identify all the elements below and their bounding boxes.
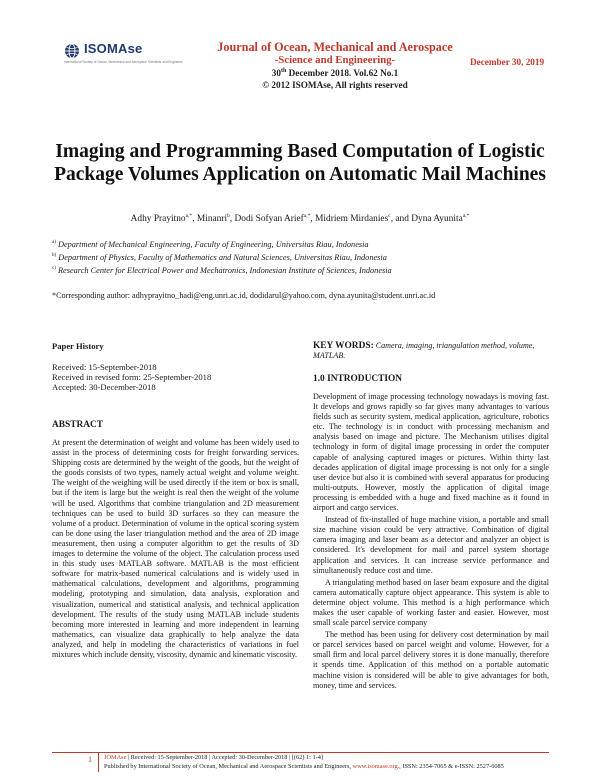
globe-icon xyxy=(64,43,80,59)
paper-title: Imaging and Programming Based Computation of Logistic Package Volumes Application on Automatic Mail Machines xyxy=(54,141,546,185)
issue-info: 30th December 2018. Vol.62 No.1 xyxy=(271,68,399,79)
paragraph: Development of image processing technology nowadays is moving fast. It develops and grows rapidly so far gives many advantages to various fields such as security system, medical application, agriculture, robotics etc. The technology is in conduct with processing mechanism and analysis based on image and picture. The Mechanism utilises digital technology in form of digital image processing in order the computer capable of analysing captured images or pictures. Within thirty last decades application of digital image processing is not only for a single user device but also it is combined with several apparatus for producing multi-outputs. However, mostly the application of digital image processing is embedded with a huge and fixed machine as it found in airport and cargo services. xyxy=(313,392,549,513)
journal-subtitle: -Science and Engineering- xyxy=(274,54,396,66)
affiliation: $^{b)}$ Department of Physics, Faculty of Mathematics and Natural Sciences, Universitas Riau, Indonesia xyxy=(52,253,387,262)
author: Dodi Sofyan Arief xyxy=(234,214,304,225)
logo-text: ISOMAse xyxy=(84,41,143,56)
journal-header xyxy=(205,40,465,91)
page-number: 1 xyxy=(88,755,92,764)
history-heading: Paper History xyxy=(52,341,104,351)
publisher-link[interactable]: www.isomase.org xyxy=(352,763,398,770)
author: Dyna Ayunita xyxy=(411,214,463,225)
publication-date: December 30, 2019 xyxy=(470,57,545,67)
introduction-text xyxy=(313,392,549,693)
paragraph: A triangulating method based on laser beam exposure and the digital camera automatically capture object appearance. This system is able to determine object volume. This method is a high performance which makes the user capable of working faster and easier. However, most small scale parcel service company xyxy=(313,577,549,628)
affiliation: $^{c)}$ Research Center for Electrical Power and Mechatronics, Indonesian Institute of Sciences, Indonesia xyxy=(52,266,392,275)
paragraph: Instead of fix-installed of huge machine vision, a portable and small size machine vision could be very attractive. Combination of digital camera imaging and laser beam as a detector and analyzer an object is considered. It's development for mail and parcel system shortage application and services. It can increase service performance and simultaneously reduce cost and time. xyxy=(313,515,549,575)
footer-citation: JOMAse | Received: 15-September-2018 | Accepted: 30-December-2018 | [(62) 1: 1-4] xyxy=(104,754,323,761)
author: Minanri xyxy=(196,214,228,225)
logo-subtitle: International Society of Ocean, Mechanical and Aerospace Scientists and Engineers xyxy=(64,60,183,64)
author: Adhy Prayitno xyxy=(130,214,186,225)
revised-date: Received in revised form: 25-September-2018 xyxy=(52,372,212,382)
keywords-text: Camera, imaging, triangulation method, volume, MATLAB. xyxy=(313,341,535,360)
author: Midriem Mirdanies xyxy=(315,214,389,225)
footer-rule xyxy=(52,752,549,753)
keywords-label: KEY WORDS: xyxy=(313,341,374,351)
journal-title: Journal of Ocean, Mechanical and Aerospace xyxy=(217,40,453,54)
publisher-logo xyxy=(64,40,204,68)
paper-history xyxy=(52,362,299,392)
abstract-text: At present the determination of weight and volume has been widely used to assist in the process of determining costs for freight forwarding services. Shipping costs are determined by the weight of the goods, but the weight of the goods consists of two types, namely actual weight and volume weight. The weight of the weighing will be used directly if the item or box is small, but if the item is large but the weight is real then the weight of the volume will be used. Algorithms that combine triangulation and 2D measurement techniques can be used to build 3D surfaces so they can measure the volume of a product. Determination of volume in the optical scoring system can be done using the laser triangulation method and the area of 2D image measurement, then using a computer algorithm to get the results of 3D images to determine the volume of the object. The calculation process used in this study uses MATLAB software. MATLAB is the most efficient software for matrix-based numerical calculations and is widely used in mathematical calculations, development and algorithms, programming modeling, prototyping and simulation, data analysis, exploration and visualization, numerical and statistical analysis, and technical application development. The results of the study using MATLAB include students becoming more interested in learning and more independent in learning mathematics, can visualize data graphically to help analyze the data analyzed, and help in modeling the characteristics of variations in fuel mixtures which include density, viscosity, dynamic and kinematic viscosity. xyxy=(52,438,299,659)
paragraph: The method has been using for delivery cost determination by mail or parcel services based on parcel weight and volume. However, for a small firm and local parcel delivery stores it is done manually, therefore it spends time. Application of this method on a portable automatic machine vision is considered will be able to give advantages for both, money, time and services. xyxy=(313,630,549,690)
copyright: © 2012 ISOMAse, All rights reserved xyxy=(262,79,408,90)
footer-divider xyxy=(98,752,99,772)
received-date: Received: 15-September-2018 xyxy=(52,362,157,372)
abstract-heading: ABSTRACT xyxy=(52,420,104,430)
keywords xyxy=(313,341,549,361)
affiliation: $^{a)}$ Department of Mechanical Engineering, Faculty of Engineering, Universitas Riau, Indonesia xyxy=(52,240,369,249)
introduction-heading: 1.0 INTRODUCTION xyxy=(313,374,403,384)
author-list: Adhy Prayitno$^{a,*}$, Minanri$^b$, Dodi Sofyan Arief$^{a,*}$, Midriem Mirdanies$^c$, and Dyna Ayunita$^{a,*}$ xyxy=(130,213,470,225)
footer-publisher: Published by International Society of Ocean, Mechanical and Aerospace Scientists and Engineers, www.isomase.org., ISSN: 2354-7065 & e-ISSN: 2527-6085 xyxy=(104,763,504,770)
accepted-date: Accepted: 30-December-2018 xyxy=(52,382,156,392)
corresponding-author: *Corresponding author: adhyprayitno_hadi@eng.unri.ac.id, dodidarul@yahoo.com, dyna.ayunita@student.unri.ac.id xyxy=(52,291,436,300)
